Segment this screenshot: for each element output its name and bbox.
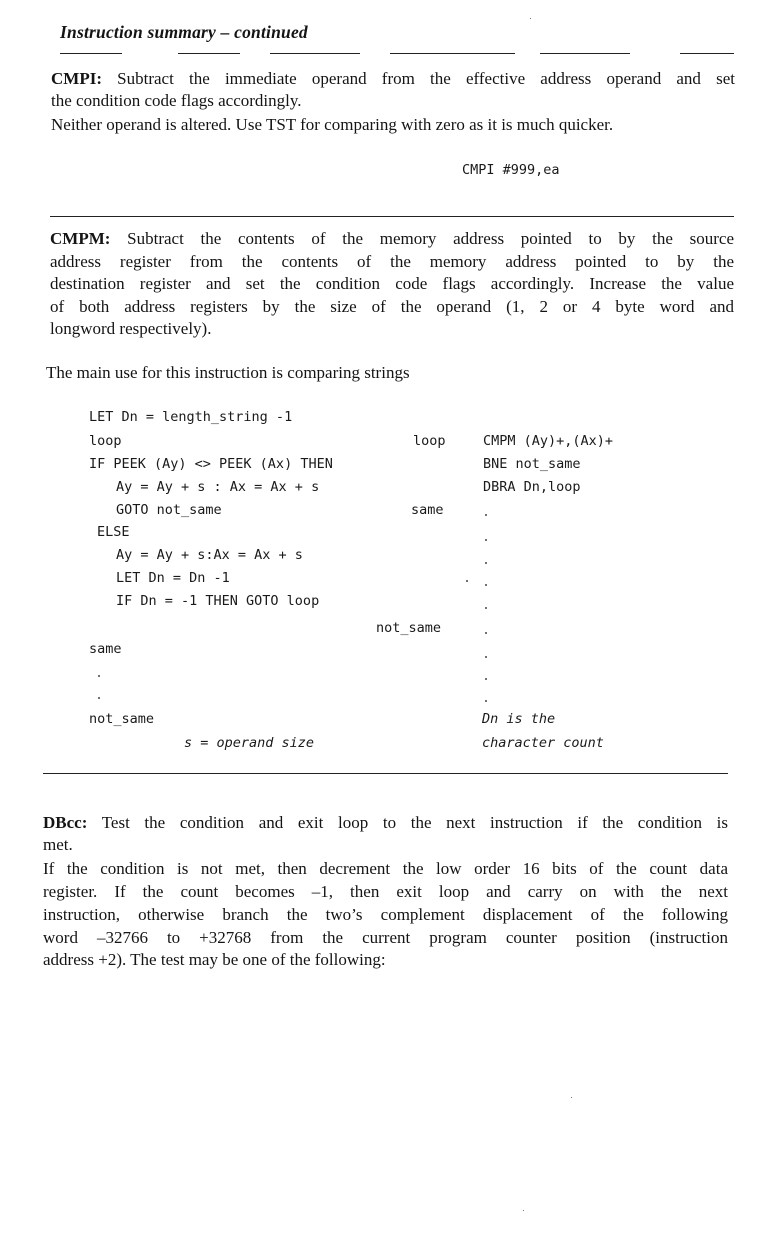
continuation-dot [485, 632, 487, 634]
continuation-dot [485, 607, 487, 609]
cmpi-term: CMPI: [51, 69, 102, 88]
continuation-dot [466, 580, 468, 582]
header-rule [60, 53, 122, 54]
cmpm-main-use: The main use for this instruction is comparing strings [46, 363, 410, 382]
cmpm-line-1: CMPM: Subtract the contents of the memory address pointed to by the source [50, 229, 734, 248]
dbcc-line-6: word –32766 to +32768 from the current program counter position (instruction [43, 928, 728, 947]
header-rule [680, 53, 734, 54]
header-rule [270, 53, 360, 54]
cmpi-line-2: the condition code flags accordingly. [51, 91, 302, 110]
cmpi-line-1: CMPI: Subtract the immediate operand from the effective address operand and set [51, 69, 735, 88]
basic-line: GOTO not_same [116, 502, 222, 518]
header-rule [178, 53, 240, 54]
basic-line: LET Dn = Dn -1 [116, 570, 230, 586]
cmpm-line-4: of both address registers by the size of the operand (1, 2 or 4 byte word and [50, 297, 734, 316]
basic-line: loop [89, 433, 122, 449]
basic-line: ELSE [97, 524, 130, 540]
page-header: Instruction summary – continued [60, 22, 308, 42]
asm-line: BNE not_same [483, 456, 581, 472]
dbcc-line-1: DBcc: Test the condition and exit loop to the next instruction if the condition is [43, 813, 728, 832]
asm-label: not_same [376, 620, 442, 636]
cmpi-example: CMPI #999,ea [462, 162, 560, 178]
basic-line: same [89, 641, 122, 657]
note-line: character count [482, 735, 604, 751]
basic-line: not_same [89, 711, 155, 727]
continuation-dot [98, 697, 100, 699]
basic-line: Ay = Ay + s:Ax = Ax + s [116, 547, 303, 563]
note-line: Dn is the [482, 711, 556, 727]
asm-line: DBRA Dn,loop [483, 479, 581, 495]
continuation-dot [485, 700, 487, 702]
scan-speck [523, 1210, 524, 1211]
continuation-dot [485, 584, 487, 586]
dbcc-line-3: If the condition is not met, then decrement the low order 16 bits of the count data [43, 859, 728, 878]
continuation-dot [485, 539, 487, 541]
basic-line: Ay = Ay + s : Ax = Ax + s [116, 479, 320, 495]
cmpm-line-3: destination register and set the condition code flags accordingly. Increase the value [50, 274, 734, 293]
basic-line: IF PEEK (Ay) <> PEEK (Ax) THEN [89, 456, 333, 472]
header-rule [390, 53, 515, 54]
continuation-dot [98, 675, 100, 677]
section-divider [43, 773, 728, 774]
basic-line: IF Dn = -1 THEN GOTO loop [116, 593, 320, 609]
section-divider [50, 216, 734, 217]
dbcc-term: DBcc: [43, 813, 88, 832]
continuation-dot [485, 562, 487, 564]
cmpm-term: CMPM: [50, 229, 111, 248]
dbcc-line-4: register. If the count becomes –1, then exit loop and carry on with the next [43, 882, 728, 901]
continuation-dot [485, 678, 487, 680]
scan-speck [530, 18, 531, 19]
header-rule [540, 53, 630, 54]
continuation-dot [485, 514, 487, 516]
asm-label: loop [413, 433, 446, 449]
continuation-dot [485, 656, 487, 658]
cmpm-line-5: longword respectively). [50, 319, 212, 338]
basic-line: LET Dn = length_string -1 [89, 409, 293, 425]
dbcc-line-7: address +2). The test may be one of the following: [43, 950, 386, 969]
dbcc-line-2: met. [43, 835, 73, 854]
cmpm-line-2: address register from the contents of the memory address pointed to by the [50, 252, 734, 271]
asm-line: CMPM (Ay)+,(Ax)+ [483, 433, 614, 449]
scan-speck [571, 1097, 572, 1098]
asm-label: same [411, 502, 444, 518]
dbcc-line-5: instruction, otherwise branch the two’s complement displacement of the following [43, 905, 728, 924]
cmpi-line-3: Neither operand is altered. Use TST for comparing with zero as it is much quicker. [51, 115, 614, 134]
basic-line: s = operand size [184, 735, 315, 751]
